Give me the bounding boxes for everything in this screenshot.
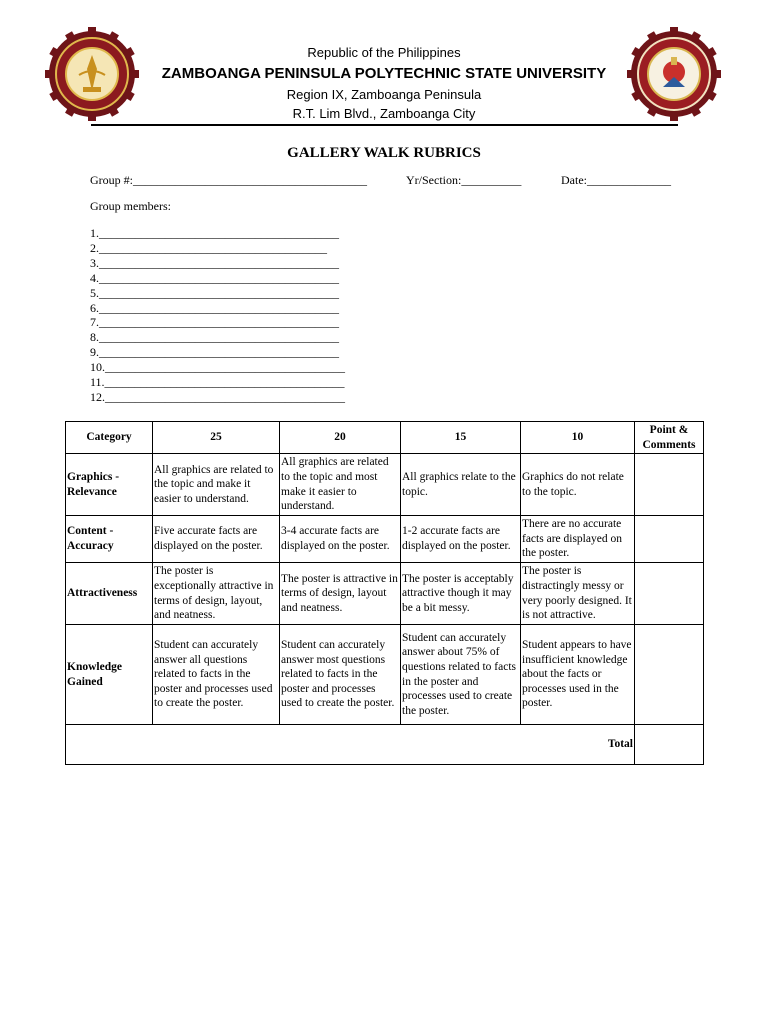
- member-line[interactable]: 10.________________________________________: [90, 360, 345, 375]
- date-field[interactable]: Date:______________: [561, 173, 671, 187]
- row-category: Attractiveness: [66, 563, 153, 625]
- document-title: GALLERY WALK RUBRICS: [287, 145, 481, 161]
- university-name: ZAMBOANGA PENINSULA POLYTECHNIC STATE UNIVERSITY: [161, 65, 607, 82]
- header-divider: [91, 124, 678, 126]
- member-line[interactable]: 3.________________________________________: [90, 255, 339, 270]
- member-line[interactable]: 2.______________________________________: [90, 240, 327, 255]
- group-members-label: Group members:: [90, 199, 171, 213]
- cell-25: Student can accurately answer all questions related to facts in the poster and processes used to create the poster.: [153, 625, 280, 725]
- cell-20: 3-4 accurate facts are displayed on the poster.: [280, 516, 401, 563]
- member-line[interactable]: 9.________________________________________: [90, 345, 339, 360]
- table-row: [66, 516, 704, 563]
- header-category: Category: [66, 422, 153, 454]
- table-header-row: [66, 422, 704, 454]
- group-members-list: [90, 226, 345, 405]
- address-label: R.T. Lim Blvd., Zamboanga City: [292, 106, 476, 121]
- table-row: [66, 454, 704, 516]
- cell-15: The poster is acceptably attractive though it may be a bit messy.: [401, 563, 521, 625]
- header-20: 20: [280, 422, 401, 454]
- row-category: Content - Accuracy: [66, 516, 153, 563]
- points-cell[interactable]: [635, 563, 704, 625]
- table-row: [66, 563, 704, 625]
- cell-15: 1-2 accurate facts are displayed on the poster.: [401, 516, 521, 563]
- points-cell[interactable]: [635, 454, 704, 516]
- member-line[interactable]: 12.________________________________________: [90, 389, 345, 404]
- total-row: [66, 725, 704, 765]
- cell-25: The poster is exceptionally attractive in terms of design, layout, and neatness.: [153, 563, 280, 625]
- cell-10: Graphics do not relate to the topic.: [521, 454, 635, 516]
- member-line[interactable]: 8.________________________________________: [90, 330, 339, 345]
- header-25: 25: [153, 422, 280, 454]
- total-label: Total: [66, 725, 635, 765]
- member-line[interactable]: 4.________________________________________: [90, 270, 339, 285]
- group-number-field[interactable]: Group #:_______________________________________: [90, 173, 367, 187]
- member-line[interactable]: 6.________________________________________: [90, 300, 339, 315]
- points-cell[interactable]: [635, 516, 704, 563]
- row-category: Knowledge Gained: [66, 625, 153, 725]
- cell-15: All graphics relate to the topic.: [401, 454, 521, 516]
- member-line[interactable]: 5.________________________________________: [90, 285, 339, 300]
- cell-25: Five accurate facts are displayed on the poster.: [153, 516, 280, 563]
- cell-10: There are no accurate facts are displayed on the poster.: [521, 516, 635, 563]
- cell-10: Student appears to have insufficient knowledge about the facts or processes used in the poster.: [521, 625, 635, 725]
- header-points-comments: Point & Comments: [635, 422, 704, 454]
- member-line[interactable]: 1.________________________________________: [90, 226, 339, 240]
- cell-25: All graphics are related to the topic and make it easier to understand.: [153, 454, 280, 516]
- table-row: [66, 625, 704, 725]
- rubric-table: [65, 421, 704, 765]
- total-points-cell[interactable]: [635, 725, 704, 765]
- yr-section-field[interactable]: Yr/Section:__________: [406, 173, 522, 187]
- header-15: 15: [401, 422, 521, 454]
- cell-20: The poster is attractive in terms of design, layout and neatness.: [280, 563, 401, 625]
- republic-label: Republic of the Philippines: [307, 45, 461, 60]
- member-line[interactable]: 7.________________________________________: [90, 315, 339, 330]
- cell-15: Student can accurately answer about 75% of questions related to facts in the poster and processes used to create the poster.: [401, 625, 521, 725]
- member-line[interactable]: 11.________________________________________: [90, 375, 345, 390]
- points-cell[interactable]: [635, 625, 704, 725]
- cell-20: All graphics are related to the topic and most make it easier to understand.: [280, 454, 401, 516]
- header-10: 10: [521, 422, 635, 454]
- region-label: Region IX, Zamboanga Peninsula: [286, 87, 482, 102]
- cell-10: The poster is distractingly messy or very poorly designed. It is not attractive.: [521, 563, 635, 625]
- cell-20: Student can accurately answer most questions related to facts in the poster and processes used to create the poster.: [280, 625, 401, 725]
- row-category: Graphics - Relevance: [66, 454, 153, 516]
